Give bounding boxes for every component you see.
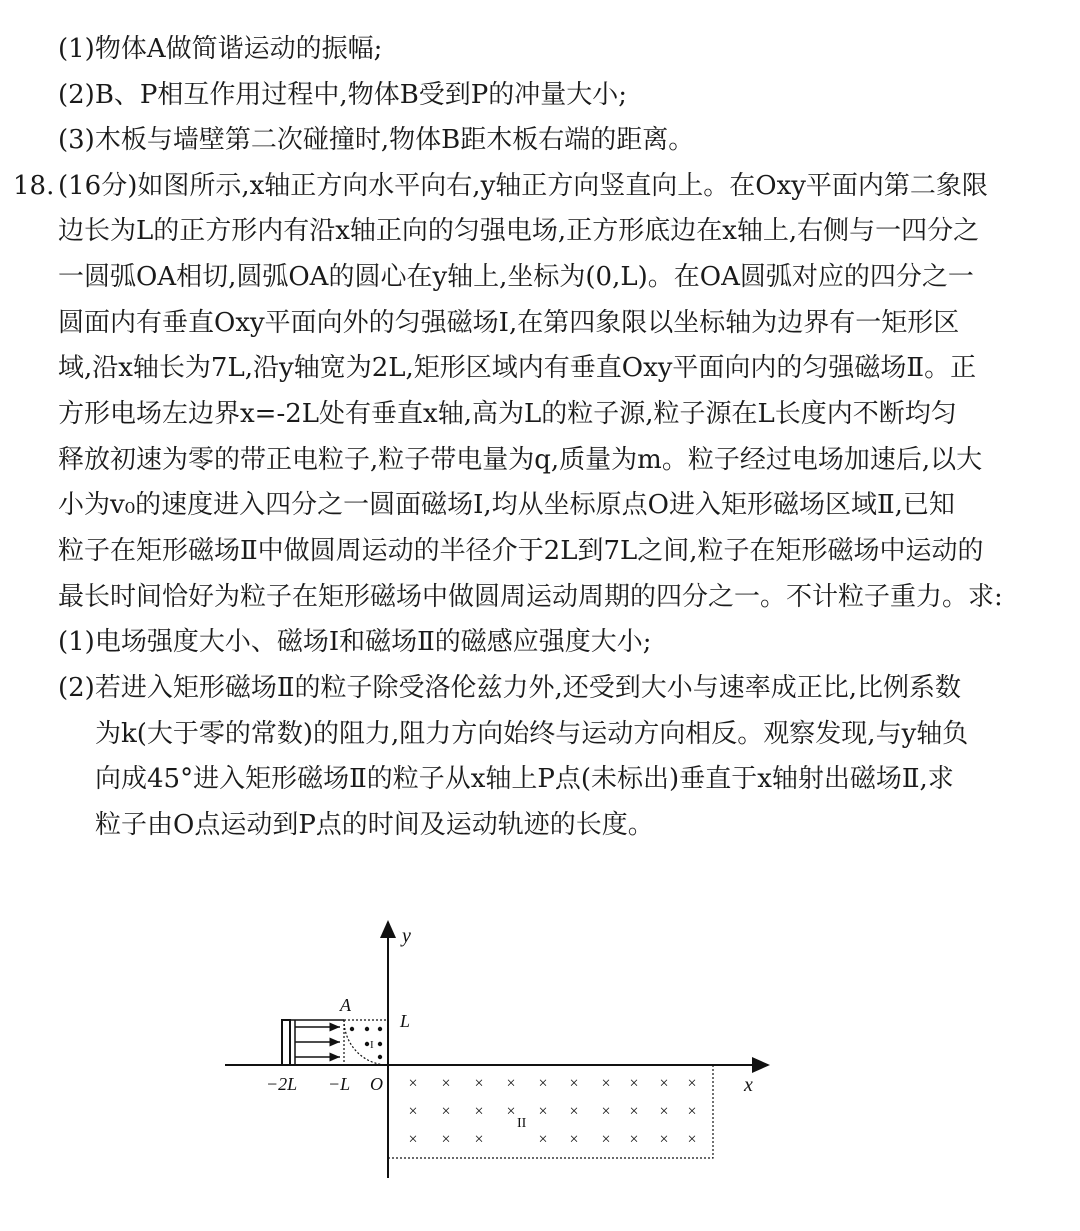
field-cross: × bbox=[687, 1103, 697, 1120]
field-cross: × bbox=[659, 1075, 669, 1092]
field-II-crosses bbox=[408, 1075, 696, 1148]
field-cross: × bbox=[538, 1075, 548, 1092]
field-cross: × bbox=[629, 1103, 639, 1120]
field-cross: × bbox=[601, 1103, 611, 1120]
field-cross: × bbox=[474, 1075, 484, 1092]
field-cross: × bbox=[408, 1075, 418, 1092]
tick-neg-L: −L bbox=[328, 1074, 351, 1094]
field-cross: × bbox=[538, 1131, 548, 1148]
problem-line-7: 释放初速为零的带正电粒子,粒子带电量为q,质量为m。粒子经过电场加速后,以大 bbox=[58, 445, 983, 475]
x-axis-label: x bbox=[744, 1074, 753, 1096]
problem-line-8: 小为v₀的速度进入四分之一圆面磁场Ⅰ,均从坐标原点O进入矩形磁场区域Ⅱ,已知 bbox=[58, 490, 955, 520]
problem-line-4: 圆面内有垂直Oxy平面向外的匀强磁场Ⅰ,在第四象限以坐标轴为边界有一矩形区 bbox=[58, 308, 960, 338]
sub-question-2-line-4: 粒子由O点运动到P点的时间及运动轨迹的长度。 bbox=[95, 810, 654, 840]
field-cross: × bbox=[601, 1075, 611, 1092]
field-cross: × bbox=[629, 1131, 639, 1148]
field-cross: × bbox=[408, 1103, 418, 1120]
field-cross: × bbox=[569, 1075, 579, 1092]
field-dot bbox=[350, 1027, 354, 1031]
problem-line-10: 最长时间恰好为粒子在矩形磁场中做圆周运动周期的四分之一。不计粒子重力。求: bbox=[58, 582, 1003, 612]
tick-neg-2L: −2L bbox=[266, 1074, 298, 1094]
field-dot bbox=[378, 1027, 382, 1031]
field-cross: × bbox=[506, 1075, 516, 1092]
field-dot bbox=[365, 1042, 369, 1046]
field-cross: × bbox=[569, 1103, 579, 1120]
point-A-label: A bbox=[340, 995, 351, 1015]
field-cross: × bbox=[601, 1131, 611, 1148]
field-cross: × bbox=[659, 1131, 669, 1148]
origin-label: O bbox=[370, 1074, 383, 1094]
L-label: L bbox=[400, 1011, 411, 1031]
field-cross: × bbox=[408, 1131, 418, 1148]
field-cross: × bbox=[629, 1075, 639, 1092]
sub-question-2-line-3: 向成45°进入矩形磁场Ⅱ的粒子从x轴上P点(未标出)垂直于x轴射出磁场Ⅱ,求 bbox=[95, 764, 954, 794]
field-cross: × bbox=[687, 1131, 697, 1148]
sub-question-2-line-1: (2)若进入矩形磁场Ⅱ的粒子除受洛伦兹力外,还受到大小与速率成正比,比例系数 bbox=[58, 673, 962, 703]
field-cross: × bbox=[474, 1103, 484, 1120]
field-cross: × bbox=[659, 1103, 669, 1120]
problem-line-6: 方形电场左边界x=-2L处有垂直x轴,高为L的粒子源,粒子源在L长度内不断均匀 bbox=[58, 399, 957, 429]
field-cross: × bbox=[687, 1075, 697, 1092]
field-cross: × bbox=[441, 1131, 451, 1148]
region-II-label: II bbox=[517, 1116, 527, 1131]
problem-number: 18. bbox=[13, 171, 55, 201]
particle-source bbox=[282, 1020, 290, 1065]
field-cross: × bbox=[441, 1075, 451, 1092]
region-I-label: I bbox=[370, 1039, 374, 1051]
sub-question-1: (1)电场强度大小、磁场Ⅰ和磁场Ⅱ的磁感应强度大小; bbox=[58, 627, 652, 657]
field-dot bbox=[365, 1027, 369, 1031]
problem-line-3: 一圆弧OA相切,圆弧OA的圆心在y轴上,坐标为(0,L)。在OA圆弧对应的四分之一 bbox=[58, 262, 974, 292]
y-axis-label: y bbox=[402, 925, 411, 947]
prev-question-2: (2)B、P相互作用过程中,物体B受到P的冲量大小; bbox=[58, 80, 628, 110]
problem-line-1: (16分)如图所示,x轴正方向水平向右,y轴正方向竖直向上。在Oxy平面内第二象限 bbox=[58, 171, 988, 201]
problem-line-9: 粒子在矩形磁场Ⅱ中做圆周运动的半径介于2L到7L之间,粒子在矩形磁场中运动的 bbox=[58, 536, 984, 566]
field-dot bbox=[378, 1042, 382, 1046]
prev-question-3: (3)木板与墙壁第二次碰撞时,物体B距木板右端的距离。 bbox=[58, 125, 695, 155]
field-cross: × bbox=[506, 1103, 516, 1120]
problem-line-2: 边长为L的正方形内有沿x轴正向的匀强电场,正方形底边在x轴上,右侧与一四分之 bbox=[58, 216, 980, 246]
problem-line-5: 域,沿x轴长为7L,沿y轴宽为2L,矩形区域内有垂直Oxy平面向内的匀强磁场Ⅱ。正 bbox=[58, 353, 977, 383]
field-cross: × bbox=[538, 1103, 548, 1120]
sub-question-2-line-2: 为k(大于零的常数)的阻力,阻力方向始终与运动方向相反。观察发现,与y轴负 bbox=[95, 719, 969, 749]
field-cross: × bbox=[441, 1103, 451, 1120]
field-dot bbox=[378, 1055, 382, 1059]
field-cross: × bbox=[569, 1131, 579, 1148]
prev-question-1: (1)物体A做简谐运动的振幅; bbox=[58, 34, 383, 64]
field-cross: × bbox=[474, 1131, 484, 1148]
